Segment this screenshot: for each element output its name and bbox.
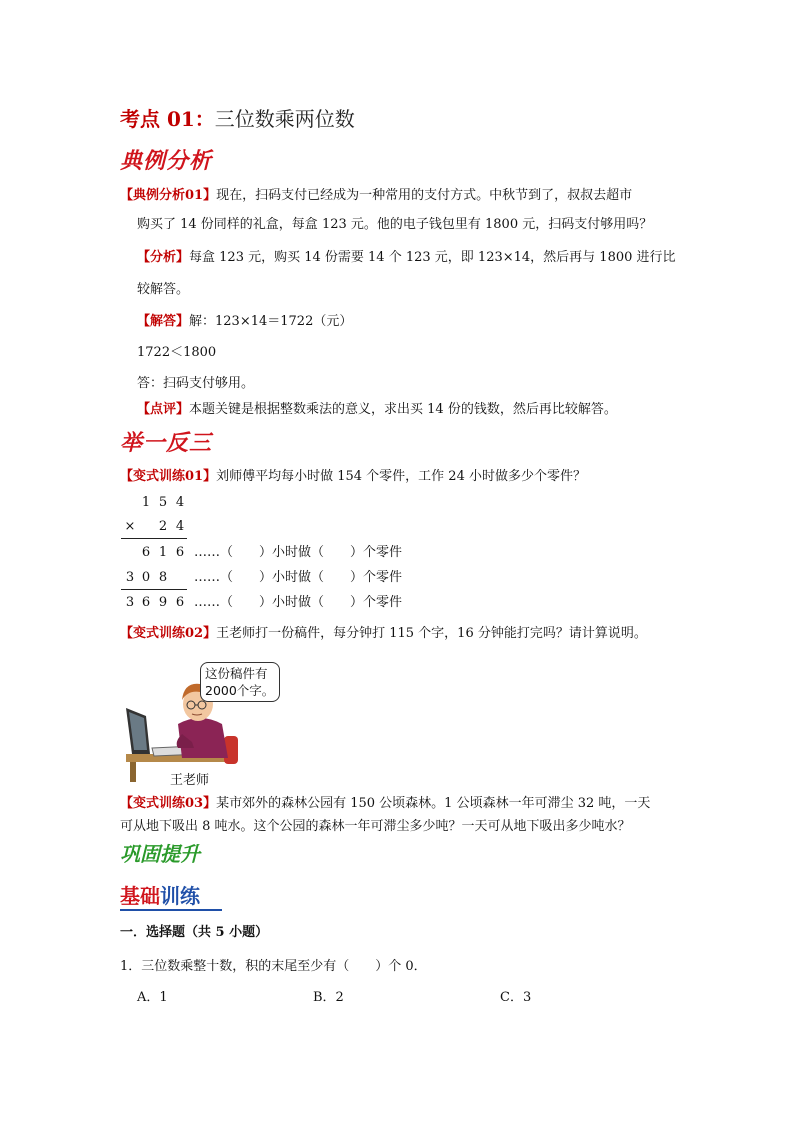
t3-line2: 可从地下吸出 8 吨水。这个公园的森林一年可滞尘多少吨？一天可从地下吸出多少吨水？	[120, 819, 631, 834]
digit: 3	[125, 595, 135, 610]
example-tag: 【典例分析01】	[120, 188, 217, 203]
option-c: C．3	[500, 990, 532, 1005]
desk-leg	[130, 762, 136, 782]
t3-tag: 【变式训练03】	[120, 796, 217, 811]
digit: 9	[158, 595, 168, 610]
example-line2: 购买了 14 份同样的礼盒，每盒 123 元。他的电子钱包里有 1800 元，扫码支付够用吗？	[137, 217, 653, 232]
section-header-jichu	[120, 884, 200, 908]
row-note: ……（ ）小时做（ ）个零件	[194, 595, 403, 610]
answer-line1	[137, 314, 352, 330]
example-line1	[120, 188, 632, 204]
digit: 2	[158, 519, 168, 534]
t3-text1: 某市郊外的森林公园有 150 公顷森林。1 公顷森林一年可滞尘 32 吨，一天	[216, 796, 651, 811]
divider-line	[121, 538, 187, 539]
analysis-line1	[137, 250, 676, 266]
section-header-gonggu: 巩固提升	[120, 842, 200, 866]
bubble-line1: 这份稿件有	[205, 666, 268, 681]
t3-line1	[120, 796, 650, 812]
kaodian-number: 考点 01：	[120, 107, 215, 131]
teacher-caption: 王老师	[170, 773, 210, 788]
digit: 3	[125, 570, 135, 585]
answer-line3: 答：扫码支付够用。	[137, 376, 255, 391]
digit: 1	[141, 495, 151, 510]
answer-line2: 1722＜1800	[137, 345, 217, 360]
row-note: ……（ ）小时做（ ）个零件	[194, 570, 403, 585]
digit: 4	[175, 519, 185, 534]
digit: 1	[158, 545, 168, 560]
analysis-line2: 较解答。	[137, 282, 190, 297]
section-header-dianli: 典例分析	[120, 148, 213, 174]
t2-text: 王老师打一份稿件，每分钟打 115 个字，16 分钟能打完吗？请计算说明。	[216, 626, 647, 641]
digit: 6	[141, 595, 151, 610]
t1-line	[120, 469, 586, 485]
t2-tag: 【变式训练02】	[120, 626, 217, 641]
kaodian-title: 三位数乘两位数	[214, 107, 355, 131]
answer-tag: 【解答】	[137, 314, 190, 329]
digit: 5	[158, 495, 168, 510]
choice-heading: 一．选择题（共 5 小题）	[120, 925, 269, 940]
analysis-text1: 每盒 123 元，购买 14 份需要 14 个 123 元，即 123×14，然后再与 1800 进行比	[189, 250, 676, 265]
digit: 6	[141, 545, 151, 560]
digit: 6	[175, 545, 185, 560]
digit: 4	[175, 495, 185, 510]
question-1: 1．三位数乘整十数，积的末尾至少有（ ）个 0．	[120, 959, 427, 974]
comment-line	[137, 402, 617, 418]
t1-text: 刘师傅平均每小时做 154 个零件，工作 24 小时做多少个零件？	[216, 469, 586, 484]
header-underline	[120, 909, 222, 911]
analysis-tag: 【分析】	[137, 250, 190, 265]
speech-bubble	[200, 662, 280, 702]
times-sign: ×	[124, 519, 136, 534]
divider-line	[121, 589, 187, 590]
t1-tag: 【变式训练01】	[120, 469, 217, 484]
example-text1: 现在，扫码支付已经成为一种常用的支付方式。中秋节到了，叔叔去超市	[216, 188, 633, 203]
jichu-part1: 基础	[120, 884, 160, 908]
digit: 6	[175, 595, 185, 610]
bubble-line2: 2000个字。	[205, 683, 275, 698]
option-b: B．2	[313, 990, 344, 1005]
t2-line	[120, 626, 647, 642]
page-title	[120, 106, 355, 132]
answer-text1: 解：123×14＝1722（元）	[189, 314, 353, 329]
section-header-juyi: 举一反三	[120, 430, 213, 456]
comment-tag: 【点评】	[137, 402, 190, 417]
row-note: ……（ ）小时做（ ）个零件	[194, 545, 403, 560]
comment-text: 本题关键是根据整数乘法的意义，求出买 14 份的钱数，然后再比较解答。	[189, 402, 617, 417]
option-a: A．1	[137, 990, 168, 1005]
digit: 0	[141, 570, 151, 585]
digit: 8	[158, 570, 168, 585]
jichu-part2: 训练	[160, 884, 200, 908]
